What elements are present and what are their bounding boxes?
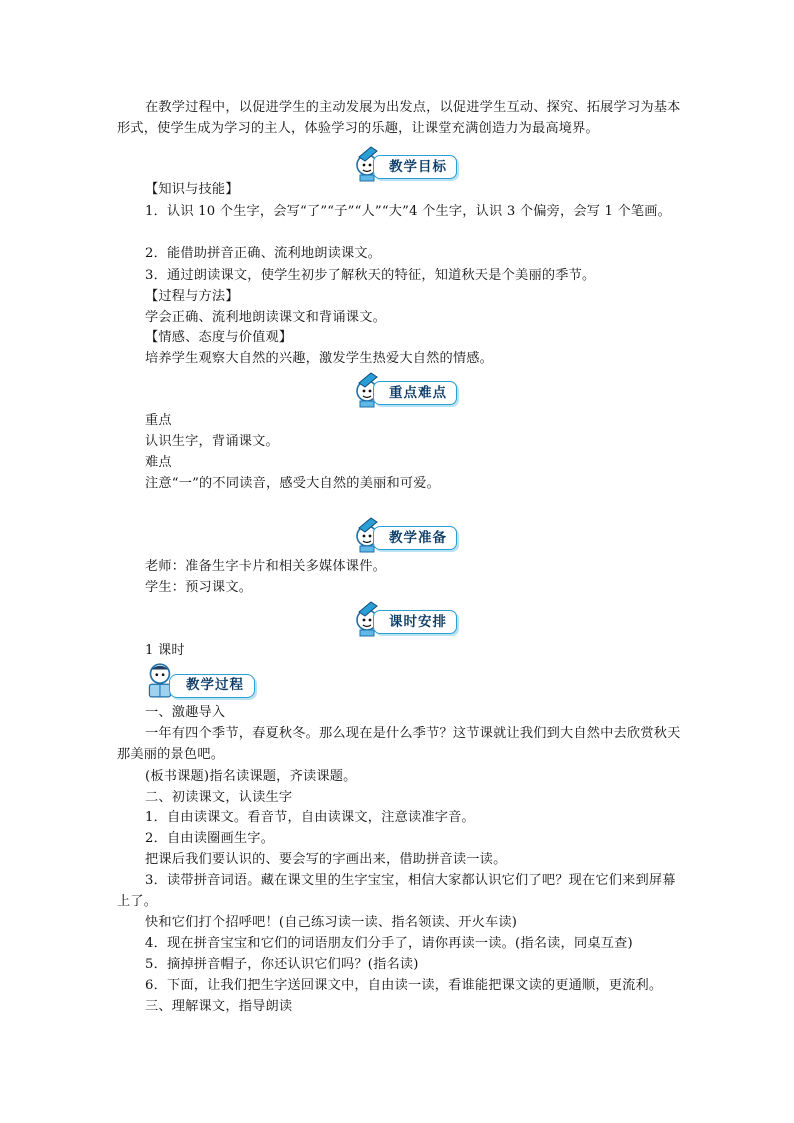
- section-title-preparation: 教学准备: [389, 530, 447, 546]
- goals-item-2: 2．能借助拼音正确、流利地朗读课文。: [145, 246, 382, 261]
- process-s2-item-2: 2．自由读圈画生字。: [145, 831, 275, 846]
- process-s1-p1: 一年有四个季节，春夏秋冬。那么现在是什么季节？这节课就让我们到大自然中去欣赏秋天那美丽的景色吧。: [117, 726, 681, 762]
- section-title-key-points: 重点难点: [389, 385, 447, 401]
- process-s2-item-6: 6．下面，让我们把生字送回课文中，自由读一读，看谁能把课文读的更通顺，更流利。: [145, 978, 663, 993]
- process-s2-item-3b: 快和它们打个招呼吧！(自己练习读一读、指名领读、开火车读): [145, 915, 518, 930]
- goals-item-3: 3．通过朗读课文，使学生初步了解秋天的特征，知道秋天是个美丽的季节。: [145, 268, 596, 283]
- key-label: 重点: [145, 413, 172, 428]
- process-s2-item-3: 3．读带拼音词语。藏在课文里的生字宝宝，相信大家都认识它们了吧？现在它们来到屏幕上了。: [117, 873, 676, 909]
- intro-paragraph: 在教学过程中，以促进学生的主动发展为出发点，以促进学生互动、探究、拓展学习为基本形式，使学生成为学习的主人，体验学习的乐趣，让课堂充满创造力为最高境界。: [117, 100, 681, 136]
- process-s2-item-1: 1．自由读课文。看音节，自由读课文，注意读准字音。: [145, 810, 475, 825]
- goals-emotion-text: 培养学生观察大自然的兴趣，激发学生热爱大自然的情感。: [145, 351, 494, 366]
- section-badge-goals: [351, 145, 461, 183]
- goals-process-text: 学会正确、流利地朗读课文和背诵课文。: [145, 310, 386, 325]
- process-s2-item-4: 4．现在拼音宝宝和它们的词语朋友们分手了，请你再读一读。(指名读，同桌互查): [145, 936, 633, 951]
- goals-emotion-heading: 【情感、态度与价值观】: [145, 330, 293, 345]
- section-badge-process: [143, 660, 255, 700]
- prep-student: 学生：预习课文。: [145, 580, 253, 595]
- prep-teacher: 老师：准备生字卡片和相关多媒体课件。: [145, 559, 386, 574]
- schedule-text: 1 课时: [145, 643, 185, 658]
- section-badge-key-points: [351, 371, 461, 409]
- process-s3-heading: 三、理解课文，指导朗读: [145, 999, 293, 1014]
- section-badge-preparation: [351, 516, 461, 554]
- difficulty-text: 注意“一”的不同读音，感受大自然的美丽和可爱。: [145, 476, 441, 491]
- goals-knowledge-heading: 【知识与技能】: [145, 182, 239, 197]
- goals-process-heading: 【过程与方法】: [145, 289, 239, 304]
- section-title-goals: 教学目标: [389, 159, 447, 175]
- difficulty-label: 难点: [145, 455, 172, 470]
- process-s2-heading: 二、初读课文，认读生字: [145, 790, 293, 805]
- goals-item-1: 1．认识 10 个生字，会写“了”“子”“人”“大”4 个生字，认识 3 个偏旁，会写 1 个笔画。: [145, 204, 672, 219]
- section-title-process: 教学过程: [186, 677, 244, 693]
- process-s2-item-2b: 把课后我们要认识的、要会写的字画出来，借助拼音读一读。: [145, 852, 507, 867]
- process-s2-item-5: 5．摘掉拼音帽子，你还认识它们吗？(指名读): [145, 957, 419, 972]
- section-badge-schedule: [351, 600, 461, 638]
- key-text: 认识生字，背诵课文。: [145, 434, 279, 449]
- process-s1-p2: (板书课题)指名读课题，齐读课题。: [145, 769, 357, 784]
- process-s1-heading: 一、激趣导入: [145, 705, 226, 720]
- section-title-schedule: 课时安排: [389, 614, 447, 630]
